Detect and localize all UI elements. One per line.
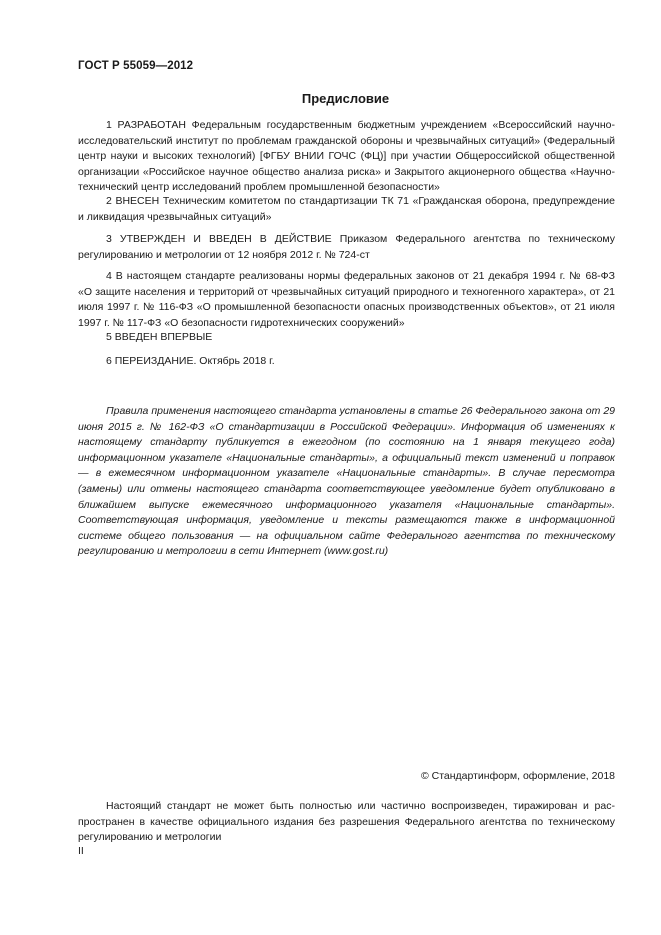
standard-code: ГОСТ Р 55059—2012 xyxy=(78,60,194,72)
paragraph-federal-laws: 4 В настоящем стандарте реализованы нормы федеральных законов от 21 декабря 1994 г. № 68-ФЗ «О защите населения и территорий от чрезвычайных ситуаций природного и техногенного характера», от 21 июля 1997 г. № 116-ФЗ «О промышленной безопасности опасных производственных объектов», от 21 июля 1997 г. № 117-ФЗ «О безопасности гидротехнических сооружений» xyxy=(78,270,615,329)
legal-notice: Настоящий стандарт не может быть полностью или частично воспроизведен, тиражирован и распространен в качестве официального издания без разрешения Федерального агентства по техническому регулированию и метрологии xyxy=(78,800,615,844)
page-title: Предисловие xyxy=(301,91,390,106)
copyright-line: © Стандартинформ, оформление, 2018 xyxy=(420,770,615,782)
paragraph-developed-by: 1 РАЗРАБОТАН Федеральным государственным бюджетным учреждением «Всероссийский научно-исследовательский институт по проблемам гражданской обороны и чрезвычайных ситуаций» (Федеральный центр науки и высоких технологий) [ФГБУ ВНИИ ГОЧС (ФЦ)] при участии Общероссийской общественной организации «Российское научное общество анализа риска» и Закрытого акционерного общества «Научно-технический центр исследований проблем промышленной безопасности» xyxy=(78,119,615,194)
page-number: II xyxy=(78,845,84,857)
paragraph-introduced-first: 5 ВВЕДЕН ВПЕРВЫЕ xyxy=(106,331,213,343)
paragraph-submitted-by: 2 ВНЕСЕН Техническим комитетом по стандартизации ТК 71 «Гражданская оборона, предупреждение и ликвидация чрезвычайных ситуаций» xyxy=(78,195,615,223)
application-rules-notice: Правила применения настоящего стандарта установлены в статье 26 Федерального закона от 29 июня 2015 г. № 162-ФЗ «О стандартизации в Российской Федерации». Информация об изменениях к настоящему стандарту публикуется в ежегодном (по состоянию на 1 января текущего года) информационном указателе «Национальные стандарты», а официальный текст изменений и поправок — в ежемесячном информационном указателе «Национальные стандарты». В случае пересмотра (замены) или отмены настоящего стандарта соответствующее уведомление будет опубликовано в ближайшем выпуске ежемесячного информационного указателя «Национальные стандарты». Соответствующая информация, уведомление и тексты размещаются также в информационной системе общего пользования — на официальном сайте Федерального агентства по техническому регулированию и метрологии в сети Интернет (www.gost.ru) xyxy=(78,405,615,558)
paragraph-approved: 3 УТВЕРЖДЕН И ВВЕДЕН В ДЕЙСТВИЕ Приказом Федерального агентства по техническому регулированию и метрологии от 12 ноября 2012 г. № 724-ст xyxy=(78,233,615,261)
paragraph-reissue: 6 ПЕРЕИЗДАНИЕ. Октябрь 2018 г. xyxy=(106,355,275,367)
